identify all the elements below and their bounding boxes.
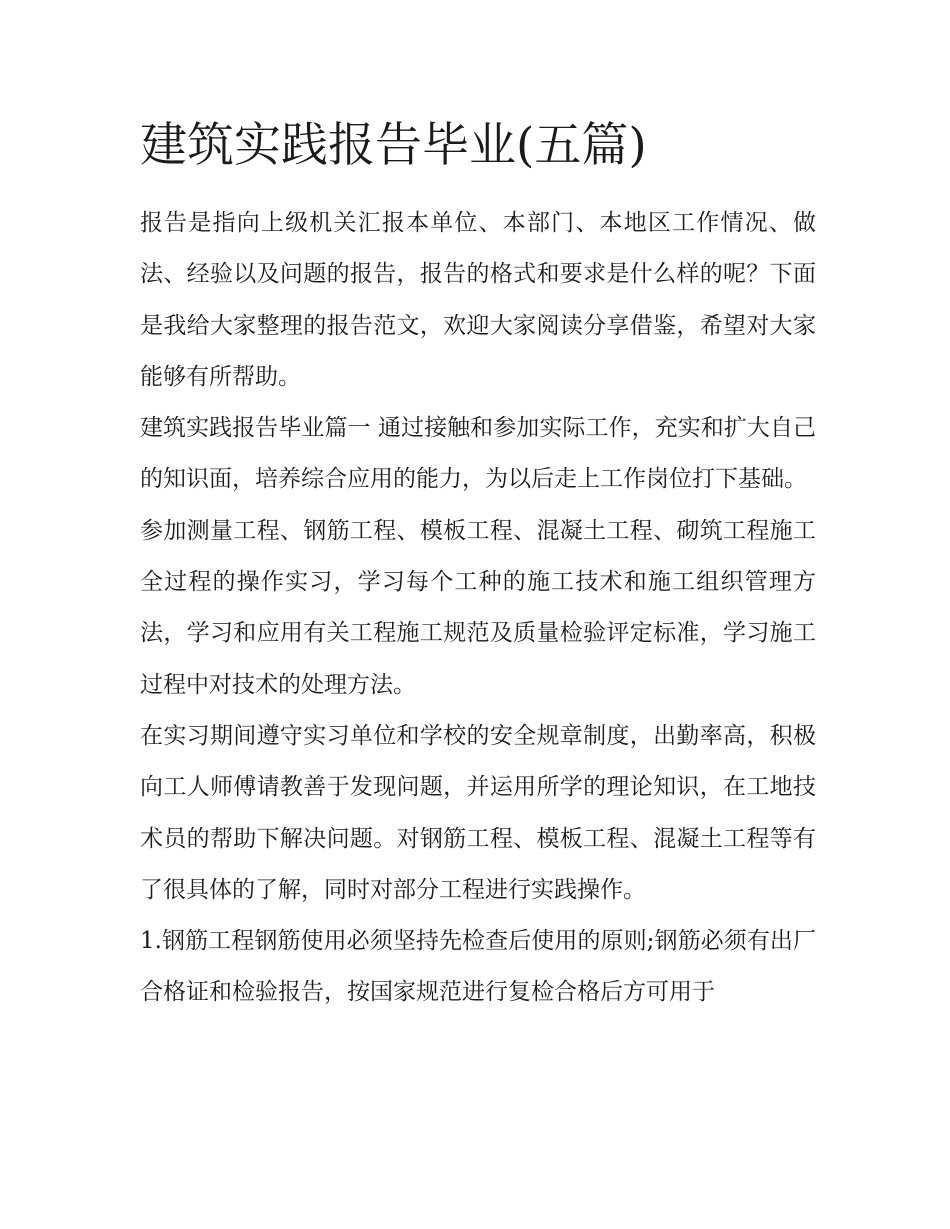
document-body — [140, 112, 816, 1019]
paragraph-intro: 报告是指向上级机关汇报本单位、本部门、本地区工作情况、做法、经验以及问题的报告，报告的格式和要求是什么样的呢？下面是我给大家整理的报告范文，欢迎大家阅读分享借鉴，希望对大家能够有所帮助。 — [140, 210, 816, 390]
document-title: 建筑实践报告毕业(五篇) — [140, 118, 647, 173]
paragraph-rebar-engineering: 1.钢筋工程钢筋使用必须坚持先检查后使用的原则;钢筋必须有出厂合格证和检验报告，按国家规范进行复检合格后方可用于 — [140, 928, 816, 1006]
paragraph-chapter-one: 建筑实践报告毕业篇一 通过接触和参加实际工作，充实和扩大自己的知识面，培养综合应用的能力，为以后走上工作岗位打下基础。 — [140, 415, 816, 493]
paragraph-internship-conduct: 在实习期间遵守实习单位和学校的安全规章制度，出勤率高，积极向工人师傅请教善于发现问题，并运用所学的理论知识，在工地技术员的帮助下解决问题。对钢筋工程、模板工程、混凝土工程等有了很具体的了解，同时对部分工程进行实践操作。 — [140, 722, 816, 903]
paragraph-practice-scope: 参加测量工程、钢筋工程、模板工程、混凝土工程、砌筑工程施工全过程的操作实习，学习每个工种的施工技术和施工组织管理方法，学习和应用有关工程施工规范及质量检验评定标准，学习施工过程中对技术的处理方法。 — [140, 517, 816, 698]
